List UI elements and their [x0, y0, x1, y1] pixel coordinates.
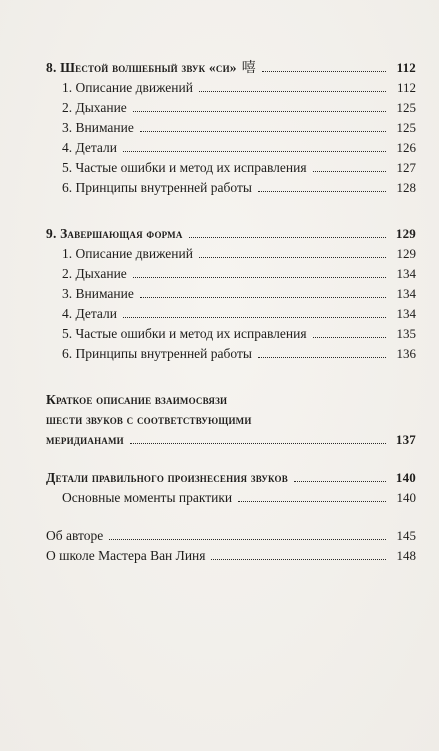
table-of-contents: [46, 58, 416, 566]
dot-leader: [258, 190, 386, 192]
toc-page-number: 137: [395, 432, 416, 447]
toc-entry-title: О школе Мастера Ван Линя: [46, 548, 206, 563]
toc-entry[interactable]: [46, 98, 416, 118]
dot-leader: [199, 90, 386, 92]
toc-entry-title: 8. Шестой волшебный звук «си» 嘻: [46, 60, 256, 76]
toc-entry-title: 3. Внимание: [62, 120, 134, 135]
toc-page-number: 112: [396, 80, 416, 95]
toc-entry[interactable]: [46, 264, 416, 284]
toc-entry-summary[interactable]: [46, 430, 416, 450]
toc-page-number: 125: [396, 100, 416, 115]
chinese-character-glyph: 嘻: [241, 60, 256, 76]
toc-entry-title: Основные моменты практики: [62, 490, 233, 505]
toc-entry[interactable]: [46, 138, 416, 158]
toc-page-number: 127: [396, 160, 416, 175]
toc-entry-about-school[interactable]: [46, 546, 416, 566]
dot-leader: [189, 236, 386, 238]
toc-entry-title: 6. Принципы внутренней работы: [62, 180, 252, 195]
toc-entry[interactable]: [46, 304, 416, 324]
dot-leader: [294, 480, 386, 482]
spacer: [46, 364, 416, 390]
toc-entry-details[interactable]: [46, 468, 416, 488]
toc-entry-title: 4. Детали: [62, 140, 118, 155]
dot-leader: [133, 110, 386, 112]
toc-entry-title: меридианами: [46, 432, 124, 447]
toc-entry-title: 5. Частые ошибки и метод их исправления: [62, 326, 307, 341]
toc-page-number: 129: [396, 246, 416, 261]
dot-leader: [313, 336, 386, 338]
toc-page-number: 140: [395, 470, 416, 485]
dot-leader: [140, 296, 386, 298]
dot-leader: [313, 170, 386, 172]
toc-entry-section-8[interactable]: [46, 58, 416, 78]
toc-entry[interactable]: [46, 244, 416, 264]
spacer: [46, 198, 416, 224]
dot-leader: [140, 130, 386, 132]
toc-page-number: 128: [396, 180, 416, 195]
toc-entry-title: 4. Детали: [62, 306, 118, 321]
toc-entry[interactable]: [46, 178, 416, 198]
toc-entry[interactable]: [46, 158, 416, 178]
toc-entry-title: 1. Описание движений: [62, 246, 193, 261]
toc-page-number: 125: [396, 120, 416, 135]
toc-page-number: 134: [396, 266, 416, 281]
dot-leader: [199, 256, 386, 258]
dot-leader: [262, 70, 386, 72]
toc-page-number: 140: [396, 490, 416, 505]
toc-entry-summary-line[interactable]: шести звуков с соответствующими: [46, 412, 252, 427]
dot-leader: [123, 316, 386, 318]
toc-entry-title: 5. Частые ошибки и метод их исправления: [62, 160, 307, 175]
dot-leader: [258, 356, 386, 358]
toc-page-number: 112: [396, 60, 416, 75]
toc-page-number: 135: [396, 326, 416, 341]
toc-entry-title: 3. Внимание: [62, 286, 134, 301]
dot-leader: [238, 500, 386, 502]
toc-entry-title: 2. Дыхание: [62, 266, 127, 281]
toc-page-number: 136: [396, 346, 416, 361]
toc-entry[interactable]: [46, 78, 416, 98]
toc-entry[interactable]: [46, 284, 416, 304]
toc-page-number: 134: [396, 306, 416, 321]
toc-entry-title: 2. Дыхание: [62, 100, 127, 115]
toc-entry[interactable]: [46, 344, 416, 364]
dot-leader: [133, 276, 386, 278]
toc-entry[interactable]: [46, 488, 416, 508]
spacer: [46, 508, 416, 526]
toc-entry-title: 9. Завершающая форма: [46, 226, 183, 241]
toc-entry-title: Об авторе: [46, 528, 104, 543]
toc-entry[interactable]: [46, 118, 416, 138]
toc-page-number: 134: [396, 286, 416, 301]
spacer: [46, 450, 416, 468]
dot-leader: [109, 538, 386, 540]
dot-leader: [123, 150, 386, 152]
toc-entry-section-9[interactable]: [46, 224, 416, 244]
dot-leader: [211, 558, 386, 560]
toc-entry-summary-line[interactable]: Краткое описание взаимосвязи: [46, 392, 228, 407]
toc-entry-about-author[interactable]: [46, 526, 416, 546]
dot-leader: [130, 442, 386, 444]
toc-page-number: 145: [396, 528, 416, 543]
toc-entry[interactable]: [46, 324, 416, 344]
toc-entry-title: Детали правильного произнесения звуков: [46, 470, 288, 485]
toc-page-number: 129: [395, 226, 416, 241]
toc-page-number: 126: [396, 140, 416, 155]
toc-page-number: 148: [396, 548, 416, 563]
toc-entry-title: 6. Принципы внутренней работы: [62, 346, 252, 361]
toc-entry-title: 1. Описание движений: [62, 80, 193, 95]
